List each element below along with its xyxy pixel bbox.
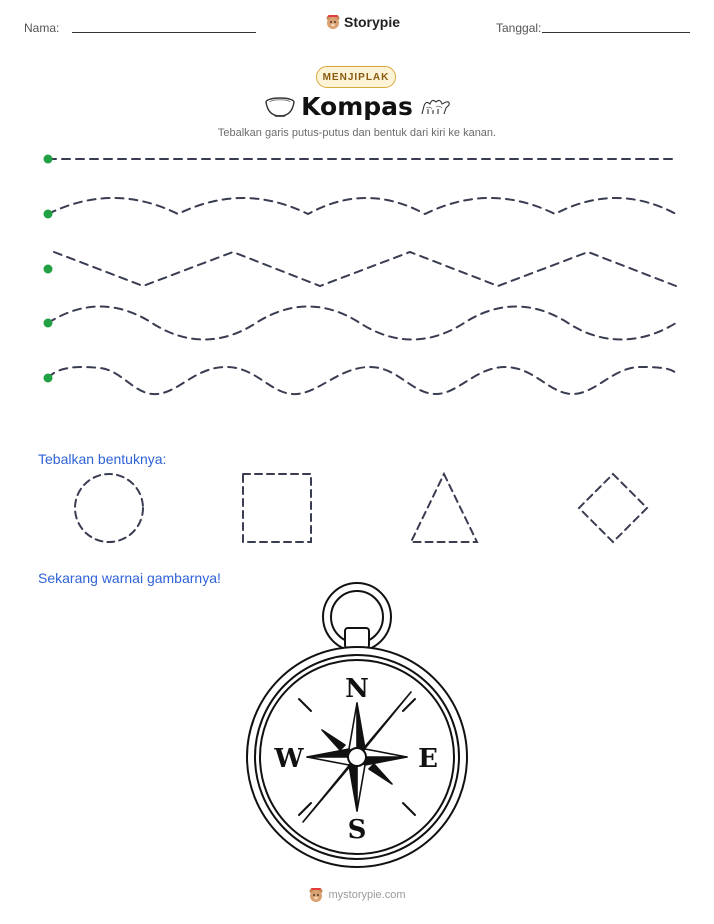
name-label: Nama:	[24, 21, 60, 35]
compass-south-letter: S	[347, 815, 367, 845]
bear-mascot-icon	[308, 887, 324, 903]
worksheet-title: Kompas	[301, 92, 413, 121]
start-dot	[44, 319, 53, 328]
activity-badge: MENJIPLAK	[316, 66, 396, 88]
coloring-section-label: Sekarang warnai gambarnya!	[38, 570, 221, 586]
date-label: Tanggal:	[496, 21, 542, 35]
trace-shape-square[interactable]	[243, 474, 311, 542]
trace-line-zigzag[interactable]	[54, 252, 676, 286]
compass-drawing[interactable]	[244, 580, 470, 872]
start-dot	[44, 210, 53, 219]
start-dot	[44, 374, 53, 383]
compass-north-letter: N	[345, 674, 369, 704]
tracing-shapes	[0, 460, 714, 560]
trace-shape-diamond[interactable]	[579, 474, 647, 542]
footer	[0, 887, 714, 903]
compass-west-letter: W	[274, 744, 304, 774]
shapes-section-label: Tebalkan bentuknya:	[38, 451, 167, 467]
trace-line-wave[interactable]	[48, 307, 676, 340]
footer-site-link[interactable]: mystorypie.com	[328, 889, 406, 901]
trace-line-arches[interactable]	[48, 198, 676, 214]
start-dot	[44, 265, 53, 274]
tracing-lines	[0, 0, 714, 420]
compass-east-letter: E	[418, 744, 438, 774]
instruction-text: Tebalkan garis putus-putus dan bentuk dari kiri ke kanan.	[217, 127, 497, 139]
start-dot	[44, 155, 53, 164]
trace-shape-triangle[interactable]	[411, 474, 477, 542]
trace-line-bumps[interactable]	[48, 367, 676, 394]
brand-name: Storypie	[344, 14, 401, 30]
trace-shape-circle[interactable]	[75, 474, 143, 542]
